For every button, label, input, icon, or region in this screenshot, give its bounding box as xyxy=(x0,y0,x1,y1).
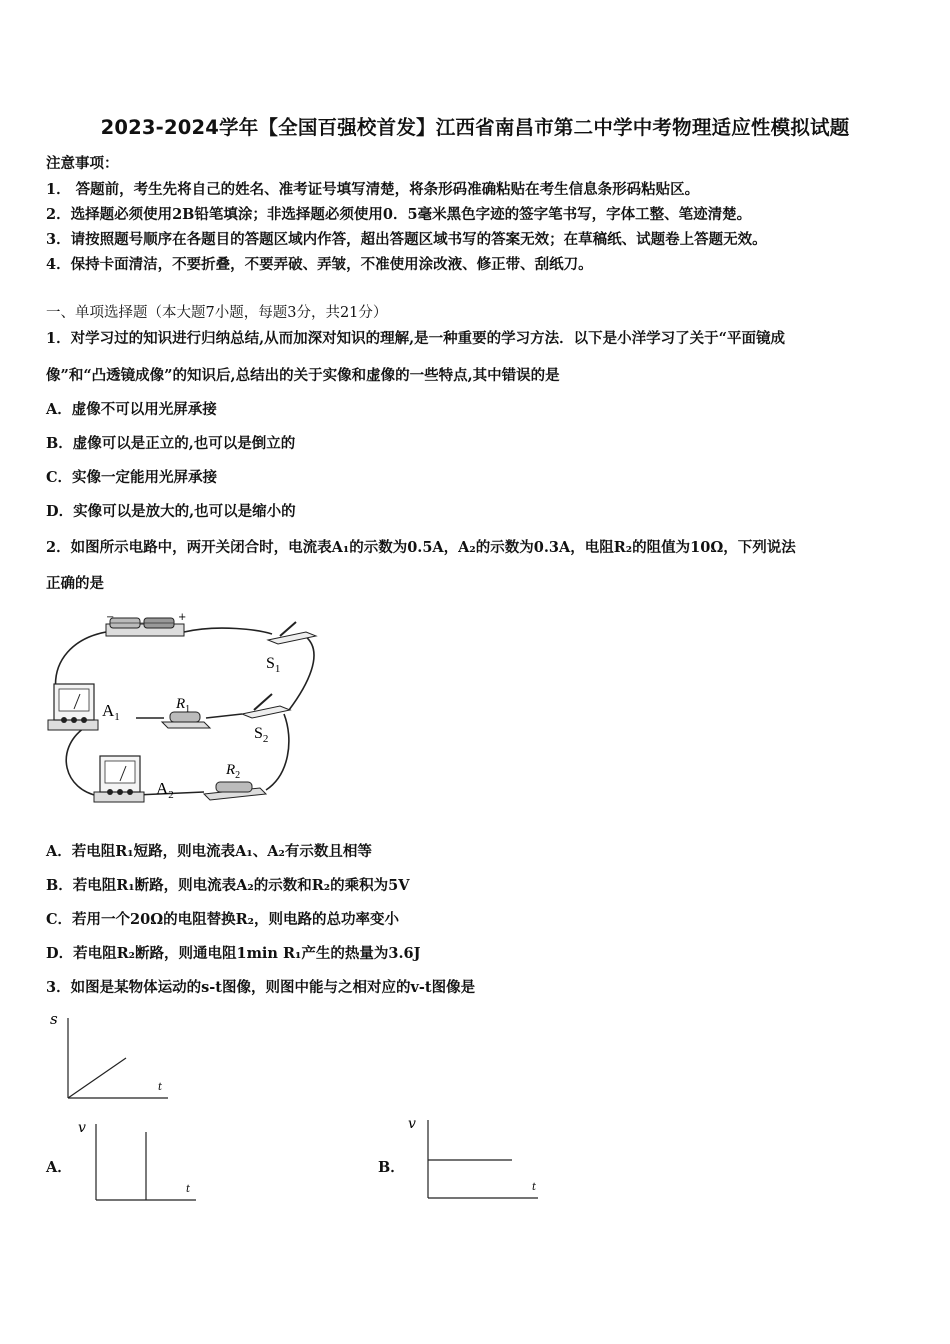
q3-option-a-graph xyxy=(76,1118,206,1208)
label-a1: $A_1$ xyxy=(102,701,120,723)
q2-option-a: A．若电阻R₁短路，则电流表A₁、A₂有示数且相等 xyxy=(46,843,372,860)
switch-s2-icon xyxy=(242,694,290,718)
ammeter-a1-icon xyxy=(48,684,98,730)
circuit-diagram xyxy=(44,610,314,810)
option-a-y-label: v xyxy=(78,1120,86,1136)
page-title: 2023-2024学年【全国百强校首发】江西省南昌市第二中学中考物理适应性模拟试题 xyxy=(100,116,850,139)
label-s2: $S_2$ xyxy=(254,725,269,745)
resistor-r2-icon xyxy=(204,782,266,800)
notice-heading: 注意事项： xyxy=(46,155,119,172)
label-s1: $S_1$ xyxy=(266,655,281,675)
battery-icon xyxy=(106,618,184,636)
section-heading: 一、单项选择题（本大题7小题，每题3分，共21分） xyxy=(46,305,388,321)
st-x-label: t xyxy=(158,1082,163,1093)
q3-option-a-label: A． xyxy=(46,1159,72,1176)
q3-stem: 3．如图是某物体运动的s-t图像，则图中能与之相对应的v-t图像是 xyxy=(46,979,476,996)
notice-item-3: 3．请按照题号顺序在各题目的答题区域内作答，超出答题区域书写的答案无效；在草稿纸、试题卷上答题无效。 xyxy=(46,231,767,248)
q1-option-c: C．实像一定能用光屏承接 xyxy=(46,469,218,486)
q1-stem-line2: 像”和“凸透镜成像”的知识后,总结出的关于实像和虚像的一些特点,其中错误的是 xyxy=(46,367,560,384)
q3-option-b-graph xyxy=(404,1112,544,1207)
q2-option-b: B．若电阻R₁断路，则电流表A₂的示数和R₂的乘积为5V xyxy=(46,877,410,894)
notice-item-1: 1． 答题前，考生先将自己的姓名、准考证号填写清楚，将条形码准确粘贴在考生信息条形码粘贴区。 xyxy=(46,181,700,198)
battery-plus-label: + xyxy=(178,612,187,623)
q2-stem-line2: 正确的是 xyxy=(46,575,104,592)
q2-option-d: D．若电阻R₂断路，则通电阻1min R₁产生的热量为3.6J xyxy=(46,945,421,962)
st-y-label: s xyxy=(50,1010,58,1028)
q2-option-c: C．若用一个20Ω的电阻替换R₂，则电路的总功率变小 xyxy=(46,911,400,928)
q1-stem-line1: 1．对学习过的知识进行归纳总结,从而加深对知识的理解,是一种重要的学习方法．以下是小洋学习了关于“平面镜成 xyxy=(46,330,786,347)
st-graph xyxy=(44,1010,174,1105)
label-r1: $R_1$ xyxy=(176,696,191,715)
option-b-x-label: t xyxy=(532,1182,537,1193)
q1-option-b: B．虚像可以是正立的,也可以是倒立的 xyxy=(46,435,296,452)
label-a2: $A_2$ xyxy=(156,779,174,801)
q3-option-b-label: B． xyxy=(378,1159,405,1176)
q2-stem-line1: 2．如图所示电路中，两开关闭合时，电流表A₁的示数为0.5A，A₂的示数为0.3A，电阻R₂的阻值为10Ω，下列说法 xyxy=(46,539,796,556)
q1-option-d: D．实像可以是放大的,也可以是缩小的 xyxy=(46,503,296,520)
ammeter-a2-icon xyxy=(94,756,144,802)
battery-minus-label: − xyxy=(106,612,115,623)
notice-item-4: 4．保持卡面清洁，不要折叠，不要弄破、弄皱，不准使用涂改液、修正带、刮纸刀。 xyxy=(46,256,593,273)
q1-option-a: A．虚像不可以用光屏承接 xyxy=(46,401,217,418)
label-r2: $R_2$ xyxy=(226,762,241,781)
option-a-x-label: t xyxy=(186,1184,191,1195)
notice-item-2: 2．选择题必须使用2B铅笔填涂；非选择题必须使用0．5毫米黑色字迹的签字笔书写，字体工整、笔迹清楚。 xyxy=(46,206,752,223)
option-b-y-label: v xyxy=(408,1116,416,1132)
